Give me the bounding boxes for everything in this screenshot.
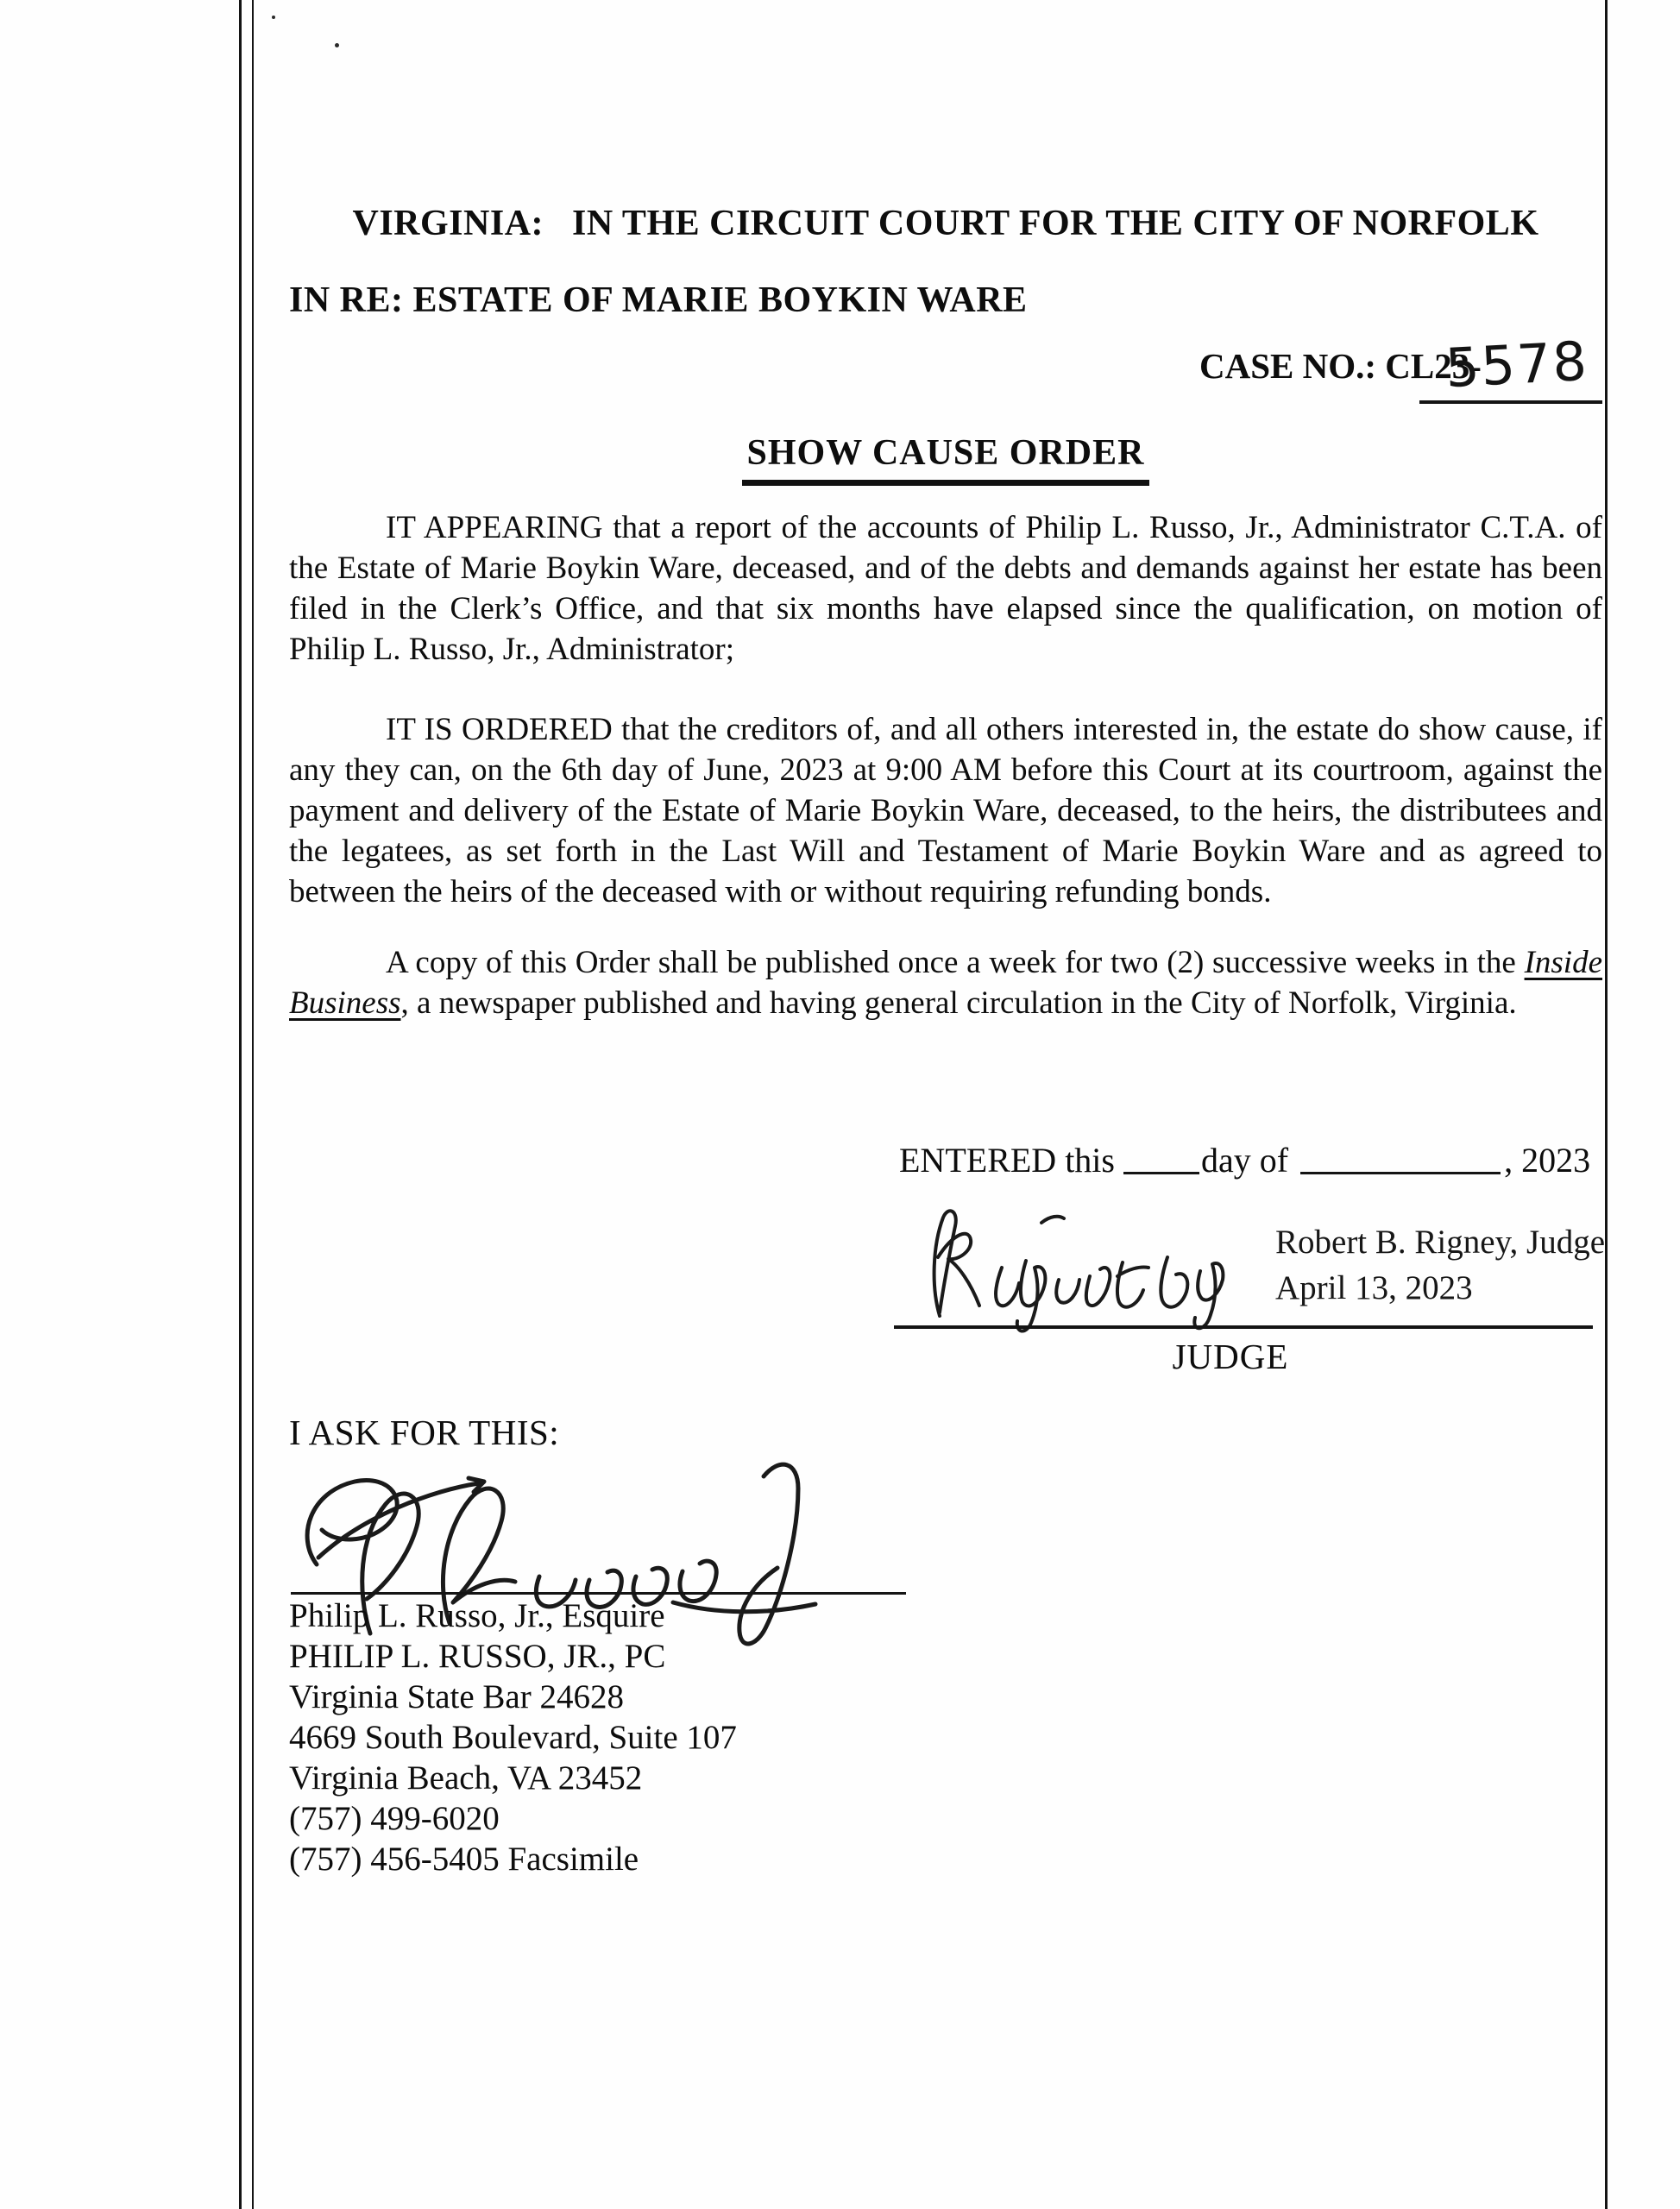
attorney-signature-line bbox=[291, 1592, 906, 1595]
scan-speck bbox=[272, 16, 275, 19]
attorney-address-city: Virginia Beach, VA 23452 bbox=[289, 1759, 643, 1797]
entered-middle: day of bbox=[1200, 1141, 1289, 1180]
ask-for-this-line: I ASK FOR THIS: bbox=[289, 1413, 560, 1452]
judge-stamp-name: Robert B. Rigney, Judge bbox=[1275, 1224, 1606, 1261]
attorney-name: Philip L. Russo, Jr., Esquire bbox=[289, 1597, 665, 1634]
case-style-line: IN RE: ESTATE OF MARIE BOYKIN WARE bbox=[289, 280, 1028, 320]
judge-stamp-date: April 13, 2023 bbox=[1275, 1269, 1473, 1306]
publication-text-before: A copy of this Order shall be published once a week for two (2) successive weeks in the bbox=[386, 945, 1525, 980]
judge-stamp bbox=[1275, 1219, 1605, 1311]
page-border-right bbox=[1605, 0, 1608, 2209]
court-header: VIRGINIA: IN THE CIRCUIT COURT FOR THE CITY OF NORFOLK bbox=[352, 204, 1539, 243]
blank-month-line bbox=[1300, 1172, 1501, 1174]
paragraph-it-is-ordered: IT IS ORDERED that the creditors of, and all others interested in, the estate do show cause, if any they can, on the 6th day of June, 2023 at 9:00 AM before this Court at its courtroom, against the payment and delivery of the Estate of Marie Boykin Ware, deceased, to the heirs, the distributees and the legatees, as set forth in the Last Will and Testament of Marie Boykin Ware and as agreed to between the heirs of the deceased with or without requiring refunding bonds. bbox=[289, 712, 1602, 909]
page-border-left-inner bbox=[252, 0, 254, 2209]
case-number-handwritten: 5578 bbox=[1444, 329, 1590, 400]
judge-signature bbox=[919, 1204, 1247, 1337]
blank-day-line bbox=[1123, 1172, 1199, 1174]
case-number-label: CASE NO.: CL23- bbox=[1199, 346, 1482, 386]
judge-signature-line bbox=[894, 1325, 1593, 1329]
attorney-address-street: 4669 South Boulevard, Suite 107 bbox=[289, 1719, 737, 1756]
attorney-block bbox=[289, 1595, 737, 1879]
newspaper-name: Inside Business bbox=[289, 945, 1602, 1021]
order-title-wrap bbox=[289, 432, 1602, 486]
entered-prefix: ENTERED this bbox=[899, 1141, 1115, 1180]
publication-text-after: , a newspaper published and having general circulation in the City of Norfolk, Virginia. bbox=[400, 985, 1517, 1021]
paragraph-it-appearing: IT APPEARING that a report of the accounts of Philip L. Russo, Jr., Administrator C.T.A. of the Estate of Marie Boykin Ware, deceased, and of the debts and demands against her estate has been filed in the Clerk’s Office, and that six months have elapsed since the qualification, on motion of Philip L. Russo, Jr., Administrator; bbox=[289, 510, 1602, 667]
entered-date-line bbox=[899, 1140, 1590, 1180]
attorney-fax: (757) 456-5405 Facsimile bbox=[289, 1841, 639, 1878]
page-border-left-outer bbox=[239, 0, 242, 2209]
attorney-bar-number: Virginia State Bar 24628 bbox=[289, 1678, 624, 1715]
paragraph-publication bbox=[289, 942, 1602, 1023]
judge-label: JUDGE bbox=[1172, 1337, 1289, 1376]
order-title: SHOW CAUSE ORDER bbox=[742, 432, 1150, 486]
scan-speck bbox=[335, 43, 339, 47]
case-number-underline bbox=[1419, 400, 1602, 404]
entered-suffix: , 2023 bbox=[1504, 1141, 1591, 1180]
attorney-phone: (757) 499-6020 bbox=[289, 1800, 500, 1837]
attorney-firm: PHILIP L. RUSSO, JR., PC bbox=[289, 1638, 666, 1675]
